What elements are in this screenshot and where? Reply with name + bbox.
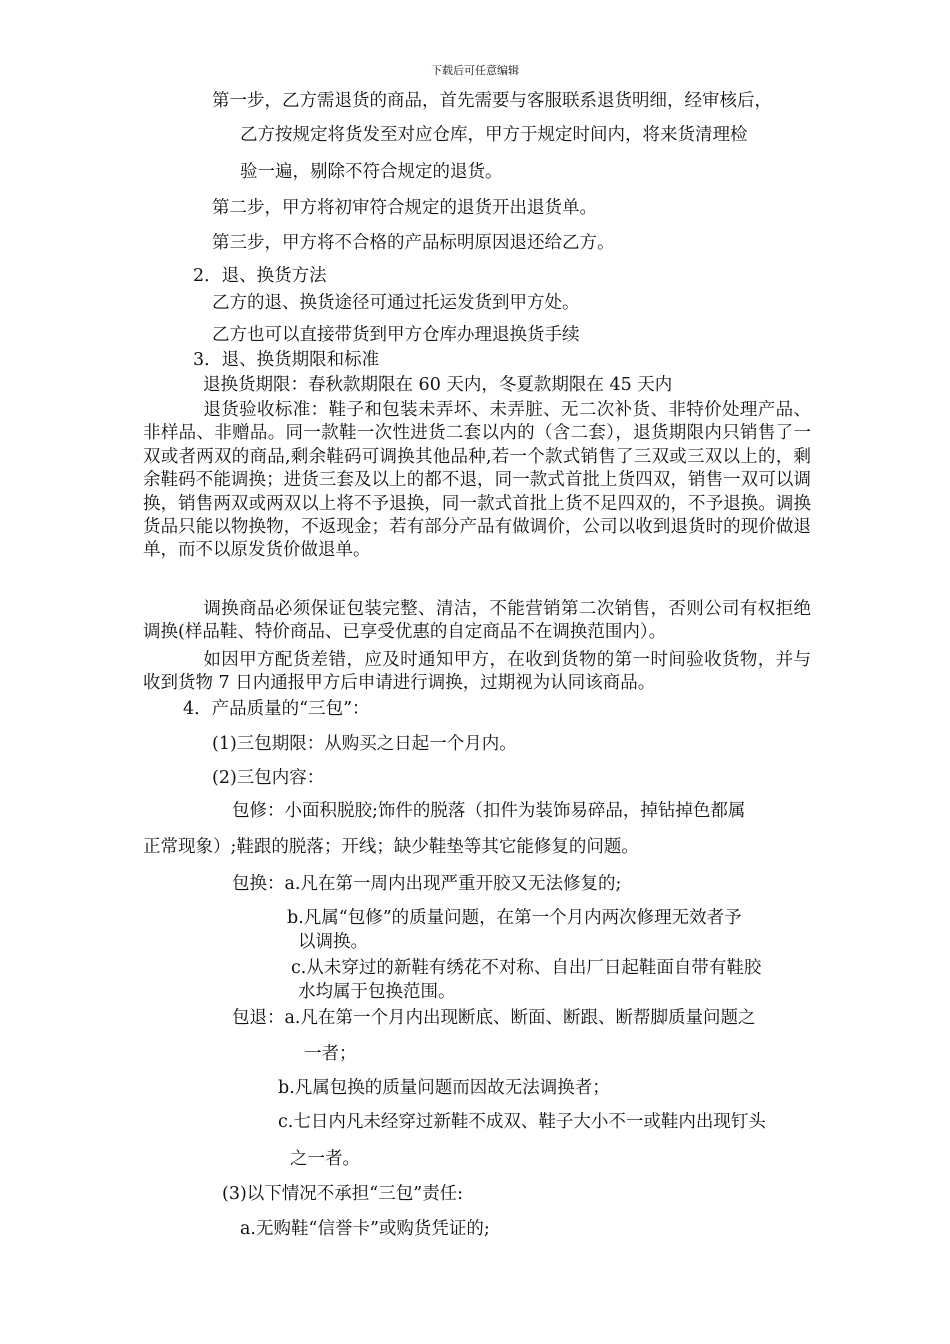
step1-line2: 乙方按规定将货发至对应仓库，甲方于规定时间内，将来货清理检 bbox=[240, 125, 748, 145]
section2-heading: 2．退、换货方法 bbox=[193, 266, 327, 286]
refund-line-c2: 之一者。 bbox=[290, 1149, 360, 1169]
header-note: 下载后可任意编辑 bbox=[431, 64, 519, 77]
method-line1: 乙方的退、换货途径可通过托运发货到甲方处。 bbox=[212, 293, 580, 313]
refund-line-c1: c.七日内凡未经穿过新鞋不成双、鞋子大小不一或鞋内出现钉头 bbox=[278, 1112, 766, 1132]
section4-heading: 4．产品质量的“三包”： bbox=[183, 699, 370, 719]
step1-line3: 验一遍，剔除不符合规定的退货。 bbox=[240, 162, 503, 182]
replace-line-a: 包换：a.凡在第一周内出现严重开胶又无法修复的; bbox=[232, 874, 622, 894]
section3-heading: 3．退、换货期限和标准 bbox=[193, 350, 380, 370]
replace-line-c1: c.从未穿过的新鞋有绣花不对称、自出厂日起鞋面自带有鞋胶 bbox=[291, 958, 762, 978]
exclude-line-a: a.无购鞋“信誉卡”或购货凭证的; bbox=[240, 1219, 490, 1239]
refund-line-a2: 一者； bbox=[304, 1044, 357, 1064]
step3-line: 第三步，甲方将不合格的产品标明原因退还给乙方。 bbox=[212, 233, 615, 253]
three-guarantee-period: (1)三包期限：从购买之日起一个月内。 bbox=[212, 734, 517, 754]
period-line: 退换货期限：春秋款期限在 60 天内，冬夏款期限在 45 天内 bbox=[203, 375, 673, 395]
standard-text: 退货验收标准：鞋子和包装未弄坏、未弄脏、无二次补货、非特价处理产品、非样品、非赠品。同一款鞋一次性进货二套以内的（含二套），退货期限内只销售了一双或者两双的商品,剩余鞋码可调换其他品种,若一个款式销售了三双或三双以上的，剩余鞋码不能调换；进货三套及以上的都不退，同一款式首批上货四双，销售一双可以调换，销售两双或两双以上将不予退换，同一款式首批上货不足四双的，不予退换。调换货品只能以物换物，不返现金；若有部分产品有做调价，公司以收到退货时的现价做退单，而不以原发货价做退单。 bbox=[143, 400, 811, 561]
method-line2: 乙方也可以直接带货到甲方仓库办理退换货手续 bbox=[212, 325, 580, 345]
refund-line-b: b.凡属包换的质量问题而因故无法调换者； bbox=[278, 1078, 610, 1098]
replace-line-c2: 水均属于包换范围。 bbox=[298, 982, 456, 1002]
refund-line-a1: 包退：a.凡在第一个月内出现断底、断面、断跟、断帮脚质量问题之 bbox=[232, 1008, 756, 1028]
repair-line2: 正常现象）;鞋跟的脱落；开线；缺少鞋垫等其它能修复的问题。 bbox=[143, 837, 639, 857]
standard-paragraph bbox=[143, 399, 811, 563]
exchange-paragraph bbox=[143, 598, 811, 645]
replace-line-b2: 以调换。 bbox=[298, 932, 368, 952]
replace-line-b1: b.凡属“包修”的质量问题，在第一个月内两次修理无效者予 bbox=[287, 908, 742, 928]
step2-line: 第二步，甲方将初审符合规定的退货开出退货单。 bbox=[212, 198, 597, 218]
repair-line1: 包修：小面积脱胶;饰件的脱落（扣件为装饰易碎品，掉钻掉色都属 bbox=[232, 801, 746, 821]
exchange-text: 调换商品必须保证包装完整、清洁，不能营销第二次销售，否则公司有权拒绝调换(样品鞋、特价商品、已享受优惠的自定商品不在调换范围内）。 bbox=[143, 599, 811, 643]
three-guarantee-content-heading: (2)三包内容： bbox=[212, 768, 325, 788]
step1-line1: 第一步，乙方需退货的商品，首先需要与客服联系退货明细，经审核后， bbox=[212, 91, 772, 111]
error-paragraph bbox=[143, 649, 811, 696]
error-text: 如因甲方配货差错，应及时通知甲方，在收到货物的第一时间验收货物，并与收到货物 7 日内通报甲方后申请进行调换，过期视为认同该商品。 bbox=[143, 650, 811, 694]
exclude-heading: (3)以下情况不承担“三包”责任: bbox=[222, 1184, 464, 1204]
